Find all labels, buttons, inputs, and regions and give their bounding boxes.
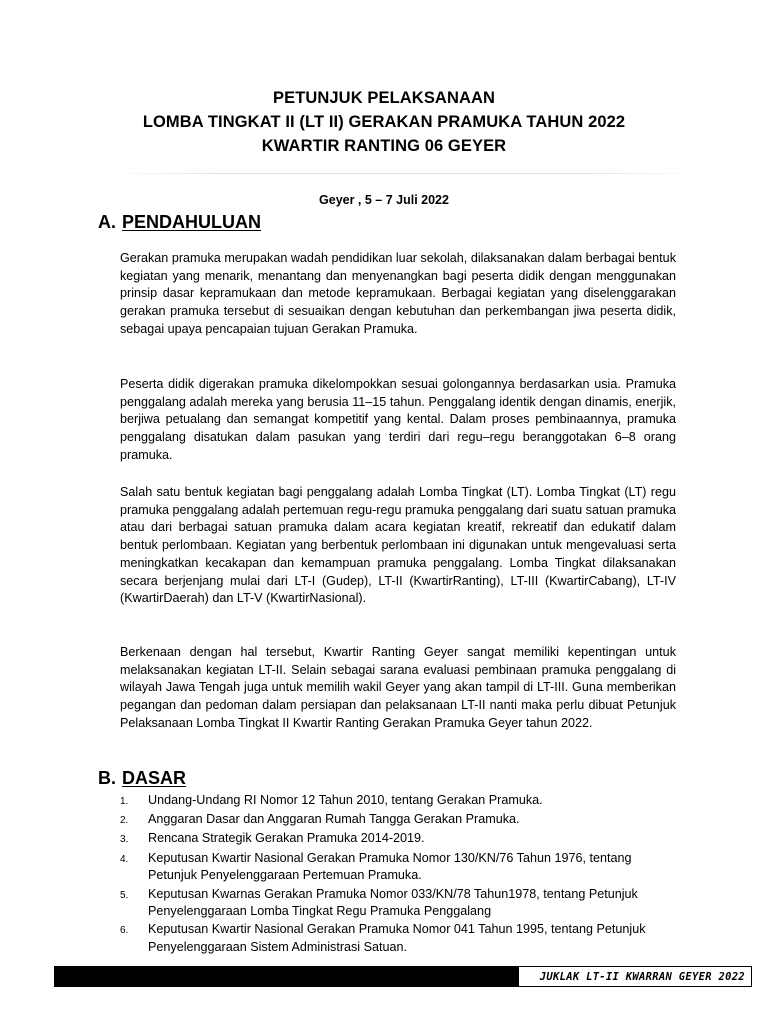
section-letter: B.	[98, 768, 116, 788]
paragraph: Gerakan pramuka merupakan wadah pendidikan luar sekolah, dilaksanakan dalam berbagai bentuk kegiatan yang menarik, menantang dan menyenangkan bagi peserta didik dengan menggunakan prinsip dasar kepramukaan dan metode kepramukaan. Berbagai kegiatan yang diselenggarakan gerakan pramuka tersebut di sesuaikan dengan kebutuhan dan perkembangan jiwa peserta didik, sebagai upaya pencapaian tujuan Gerakan Pramuka.	[120, 251, 676, 336]
list-item	[120, 886, 680, 921]
list-item-text: Rencana Strategik Gerakan Pramuka 2014-2019.	[148, 831, 425, 846]
title-divider	[108, 173, 698, 174]
title-line-2: LOMBA TINGKAT II (LT II) GERAKAN PRAMUKA TAHUN 2022	[142, 113, 626, 131]
title-line-3: KWARTIR RANTING 06 GEYER	[261, 137, 507, 155]
list-item-number: 5.	[120, 889, 129, 901]
section-title: PENDAHULUAN	[122, 212, 261, 232]
list-item	[120, 830, 680, 849]
footer-bar	[54, 966, 518, 987]
paragraph: Salah satu bentuk kegiatan bagi penggalang adalah Lomba Tingkat (LT). Lomba Tingkat (LT) regu pramuka penggalang adalah pertemuan regu-regu pramuka penggalang dari suatu satuan pramuka atau dari berbagai satuan pramuka dalam acara kegiatan kreatif, rekreatif dan edukatif dalam bentuk perlombaan. Kegiatan yang berbentuk perlombaan ini digunakan untuk mengevaluasi serta meningkatkan kecakapan dan kemampuan pramuka penggalang. Lomba Tingkat dilaksanakan secara berjenjang mulai dari LT-I (Gudep), LT-II (KwartirRanting), LT-III (KwartirCabang), LT-IV (KwartirDaerah) dan LT-V (KwartirNasional).	[120, 485, 676, 606]
section-heading-dasar	[98, 767, 186, 789]
list-item	[120, 811, 680, 830]
footer-label-box	[518, 966, 752, 987]
list-item-text: Keputusan Kwartir Nasional Gerakan Pramuka Nomor 041 Tahun 1995, tentang Petunjuk Penyelenggaraan Sistem Administrasi Satuan.	[148, 922, 646, 955]
list-item-number: 1.	[120, 796, 129, 807]
title-line-1: PETUNJUK PELAKSANAAN	[272, 89, 496, 107]
list-item	[120, 921, 680, 956]
list-item	[120, 850, 680, 885]
document-title	[0, 86, 768, 158]
list-item-number: 3.	[120, 834, 129, 846]
paragraph: Berkenaan dengan hal tersebut, Kwartir Ranting Geyer sangat memiliki kepentingan untuk melaksanakan kegiatan LT-II. Selain sebagai sarana evaluasi pembinaan pramuka penggalang di wilayah Jawa Tengah juga untuk memilih wakil Geyer yang akan tampil di LT-III. Guna memberikan pegangan dan pedoman dalam persiapan dan pelaksanaan LT-II nanti maka perlu dibuat Petunjuk Pelaksanaan Lomba Tingkat II Kwartir Ranting Gerakan Pramuka Geyer tahun 2022.	[120, 645, 676, 730]
list-item-number: 2.	[120, 815, 129, 827]
list-item-text: Keputusan Kwarnas Gerakan Pramuka Nomor 033/KN/78 Tahun1978, tentang Petunjuk Penyelenggaraan Lomba Tingkat Regu Pramuka Penggalang	[148, 886, 638, 919]
dasar-list	[120, 792, 680, 957]
list-item-text: Anggaran Dasar dan Anggaran Rumah Tangga Gerakan Pramuka.	[148, 812, 520, 827]
list-item-number: 4.	[120, 853, 129, 865]
list-item-number: 6.	[120, 925, 129, 937]
section-heading-pendahuluan	[98, 211, 261, 233]
list-item-text: Keputusan Kwartir Nasional Gerakan Pramuka Nomor 130/KN/76 Tahun 1976, tentang Petunjuk Penyelenggaraan Pertemuan Pramuka.	[148, 850, 632, 883]
section-title: DASAR	[122, 768, 187, 788]
list-item	[120, 792, 680, 811]
list-item-text: Undang-Undang RI Nomor 12 Tahun 2010, tentang Gerakan Pramuka.	[148, 793, 543, 807]
section-letter: A.	[98, 212, 116, 232]
footer-label: JUKLAK LT-II KWARRAN GEYER 2022	[539, 970, 745, 983]
date-line: Geyer , 5 – 7 Juli 2022	[319, 193, 449, 207]
paragraph: Peserta didik digerakan pramuka dikelompokkan sesuai golongannya berdasarkan usia. Pramuka penggalang adalah mereka yang berusia 11–15 tahun. Penggalang identik dengan dinamis, enerjik, berjiwa petualang dan semangat kompetitif yang kental. Dalam proses pembinaannya, pramuka penggalang disatukan dalam pasukan yang terdiri dari regu–regu beranggotakan 6–8 orang pramuka.	[120, 377, 676, 462]
